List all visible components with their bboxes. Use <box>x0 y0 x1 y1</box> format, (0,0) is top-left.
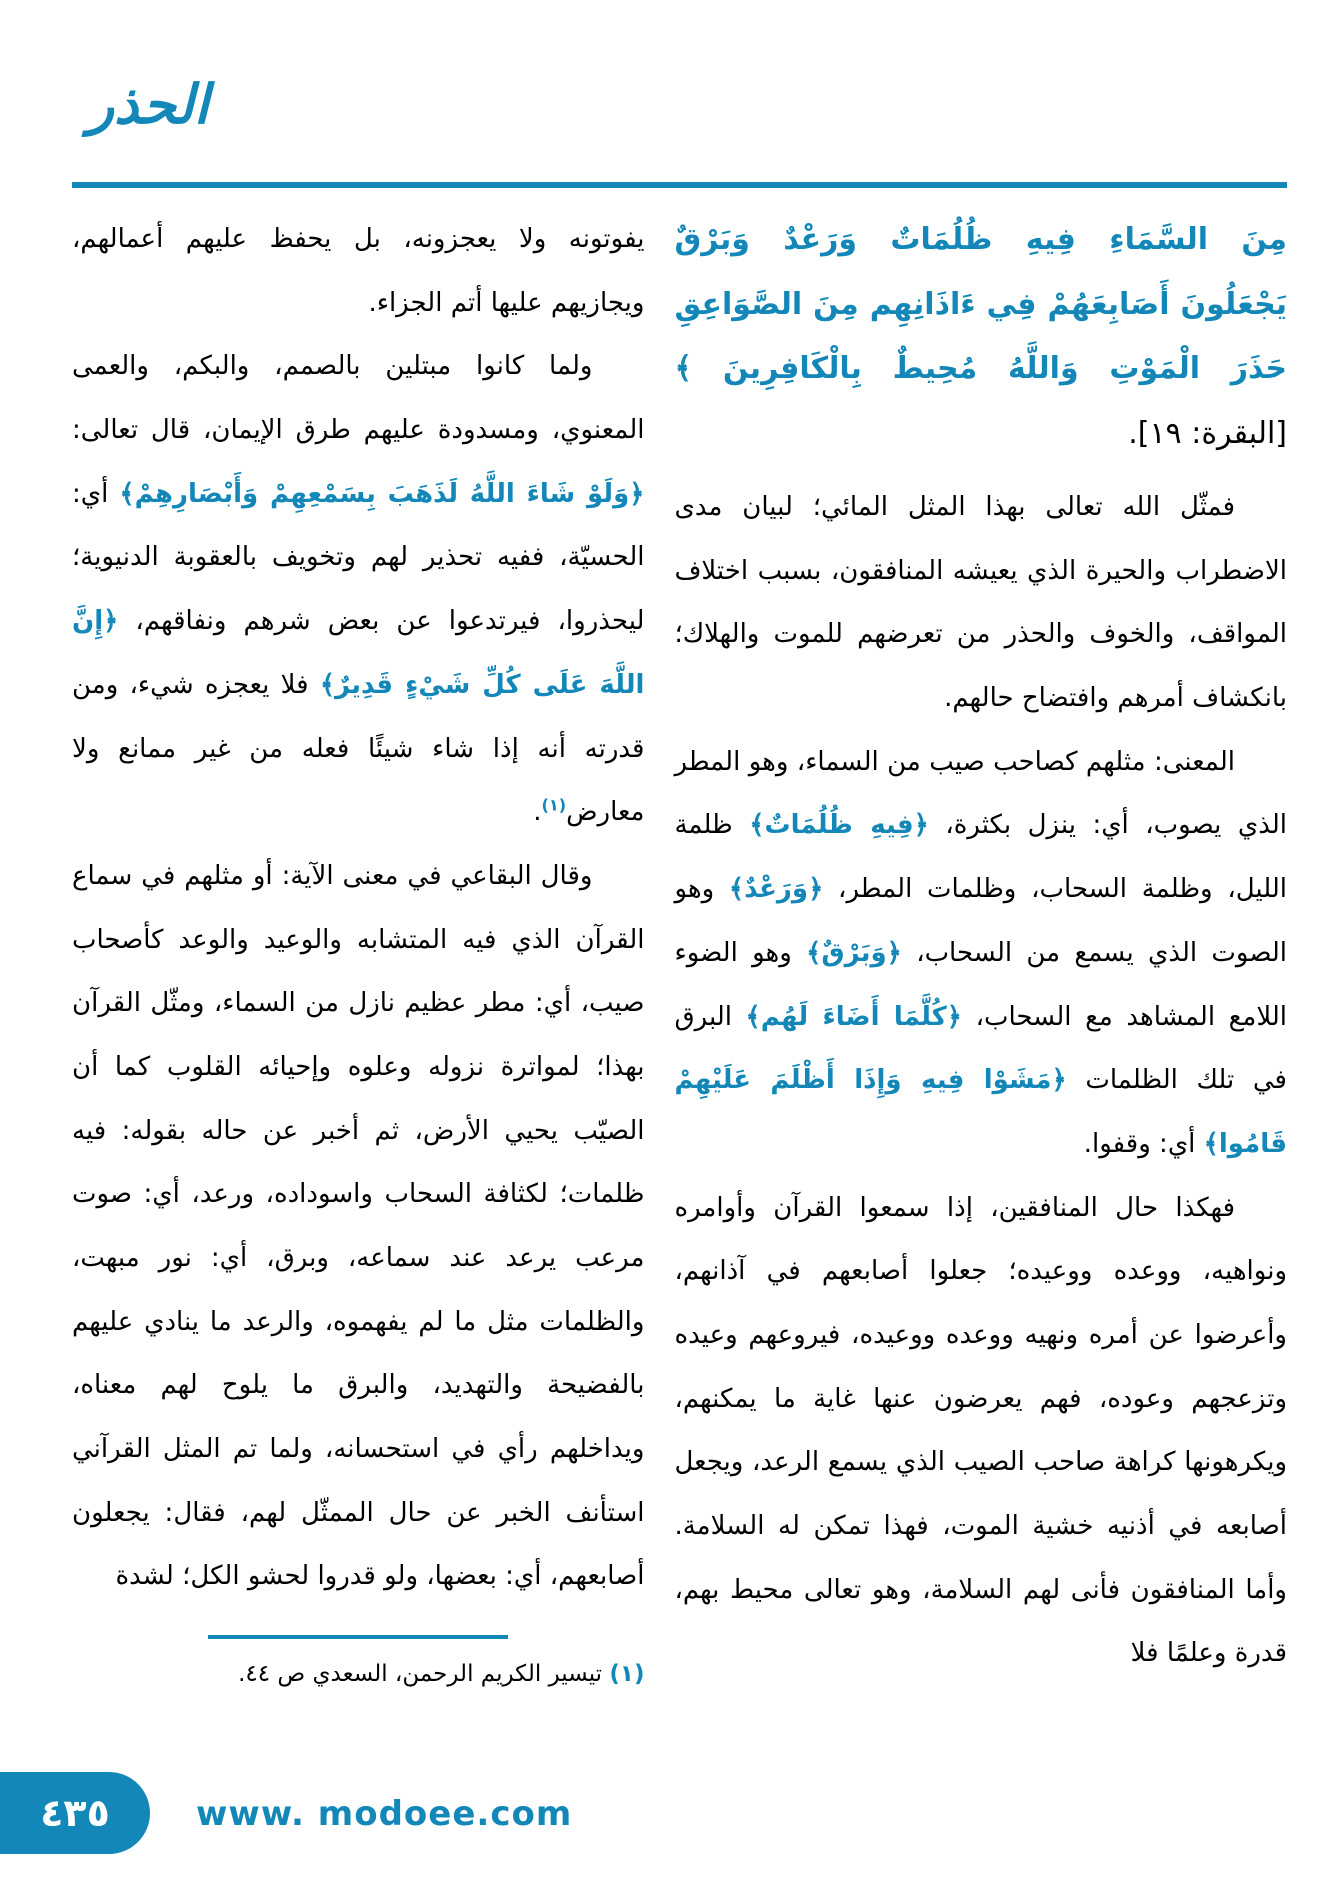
page-number-badge <box>0 1772 150 1854</box>
body-text: المعنى: مثلهم كصاحب صيب من السماء، وهو المطر الذي يصوب، أي: ينزل بكثرة، <box>674 746 1287 841</box>
footnote-block <box>72 1635 644 1697</box>
body-text: يفوتونه ولا يعجزونه، بل يحفظ عليهم أعمالهم، ويجازيهم عليها أتم الجزاء. <box>72 224 645 318</box>
footnote-number: (١) <box>609 1661 645 1688</box>
body-text: أي: الحسيّة، ففيه تحذير لهم وتخويف بالعقوبة الدنيوية؛ ليحذروا، فيرتدعوا عن بعض شرهم ونفاقهم، <box>72 478 645 637</box>
header-rule <box>72 182 1287 188</box>
footnote-rule <box>208 1635 508 1639</box>
body-text: البرق في تلك الظلمات <box>674 1001 1287 1096</box>
paragraph <box>674 731 1287 1177</box>
body-text: فلا يعجزه شيء، ومن قدرته أنه إذا شاء شيئًا فعله من غير ممانع ولا معارض <box>72 669 645 828</box>
verse-reference: [البقرة: ١٩]. <box>1128 415 1287 451</box>
footnote-ref-marker: (١) <box>541 795 567 815</box>
text-columns <box>72 208 1287 1697</box>
quran-quote: ﴿وَبَرْقٌ﴾ <box>806 937 902 968</box>
quran-quote: ﴿وَرَعْدٌ﴾ <box>728 874 824 905</box>
body-text: وهو الضوء اللامع المشاهد مع السحاب، <box>674 937 1288 1032</box>
paragraph <box>72 208 644 335</box>
paragraph <box>674 476 1287 731</box>
quran-verse-block <box>674 208 1287 466</box>
quran-quote: ﴿وَلَوْ شَاءَ اللَّهُ لَذَهَبَ بِسَمْعِهِمْ وَأَبْصَارِهِمْ﴾ <box>119 478 645 509</box>
column-left <box>72 208 644 1697</box>
chapter-title: الحذر <box>88 73 209 136</box>
paragraph <box>72 845 644 1609</box>
paragraph <box>72 335 644 845</box>
quran-quote: مِنَ السَّمَاءِ فِيهِ ظُلُمَاتٌ وَرَعْدٌ وَبَرْقٌ يَجْعَلُونَ أَصَابِعَهُمْ فِي ءَاذَانِهِم مِنَ الصَّوَاعِقِ حَذَرَ الْمَوْتِ وَاللَّهُ مُحِيطٌ بِالْكَافِرِينَ ﴾ <box>674 222 1287 386</box>
body-text: فهكذا حال المنافقين، إذا سمعوا القرآن وأوامره ونواهيه، ووعده ووعيده؛ جعلوا أصابعهم في آذانهم، وأعرضوا عن أمره ونهيه ووعده ووعيده، فيروعهم وعيده وتزعجهم وعوده، فهم يعرضون عنها غاية ما يمكنهم، ويكرهونها كراهة صاحب الصيب الذي يسمع الرعد، ويجعل أصابعه في أذنيه خشية الموت، فهذا تمكن له السلامة. وأما المنافقون فأنى لهم السلامة، وهو تعالى محيط بهم، قدرة وعلمًا فلا <box>674 1192 1287 1669</box>
page-number: ٤٣٥ <box>40 1791 110 1835</box>
body-text: وقال البقاعي في معنى الآية: أو مثلهم في سماع القرآن الذي فيه المتشابه والوعيد والوعد كأصحاب صيب، أي: مطر عظيم نازل من السماء، ومثّل القرآن بهذا؛ لمواترة نزوله وعلوه وإحيائه القلوب كما أن الصيّب يحيي الأرض، ثم أخبر عن حاله بقوله: فيه ظلمات؛ لكثافة السحاب واسوداده، ورعد، أي: صوت مرعب يرعد عند سماعه، وبرق، أي: نور مبهت، والظلمات مثل ما لم يفهموه، والرعد ما ينادي عليهم بالفضيحة والتهديد، والبرق ما يلوح لهم معناه، ويداخلهم رأي في استحسانه، ولما تم المثل القرآني استأنف الخبر عن حال الممثّل لهم، فقال: يجعلون أصابعهم، أي: بعضها، ولو قدروا لحشو الكل؛ لشدة <box>72 860 645 1592</box>
quran-quote: ﴿كُلَّمَا أَضَاءَ لَهُم﴾ <box>745 1001 963 1032</box>
quran-quote: ﴿فِيهِ ظُلُمَاتٌ﴾ <box>749 810 929 841</box>
footnote-text: تيسير الكريم الرحمن، السعدي ص ٤٤. <box>238 1661 603 1688</box>
body-text: فمثّل الله تعالى بهذا المثل المائي؛ لبيان مدى الاضطراب والحيرة الذي يعيشه المنافقون، بسبب اختلاف المواقف، والخوف والحذر من تعرضهم للموت والهلاك؛ بانكشاف أمرهم وافتضاح حالهم. <box>674 492 1287 714</box>
footnote-entry <box>72 1653 644 1697</box>
body-text: أي: وقفوا. <box>1083 1128 1204 1159</box>
body-text: ظلمة الليل، وظلمة السحاب، وظلمات المطر، <box>674 810 1287 905</box>
body-text: . <box>533 797 542 828</box>
paragraph <box>674 1177 1287 1687</box>
body-text: ولما كانوا مبتلين بالصمم، والبكم، والعمى المعنوي، ومسدودة عليهم طرق الإيمان، قال تعالى: <box>72 351 645 446</box>
column-left-paragraphs <box>72 208 644 1609</box>
body-text: وهو الصوت الذي يسمع من السحاب، <box>674 874 1288 968</box>
website-url: www. modoee.com <box>196 1794 573 1834</box>
column-right <box>674 208 1287 1686</box>
quran-quote: ﴿إِنَّ اللَّهَ عَلَى كُلِّ شَيْءٍ قَدِيرٌ﴾ <box>72 606 645 700</box>
quran-quote: ﴿مَشَوْا فِيهِ وَإِذَا أَظْلَمَ عَلَيْهِمْ قَامُوا﴾ <box>674 1065 1287 1159</box>
